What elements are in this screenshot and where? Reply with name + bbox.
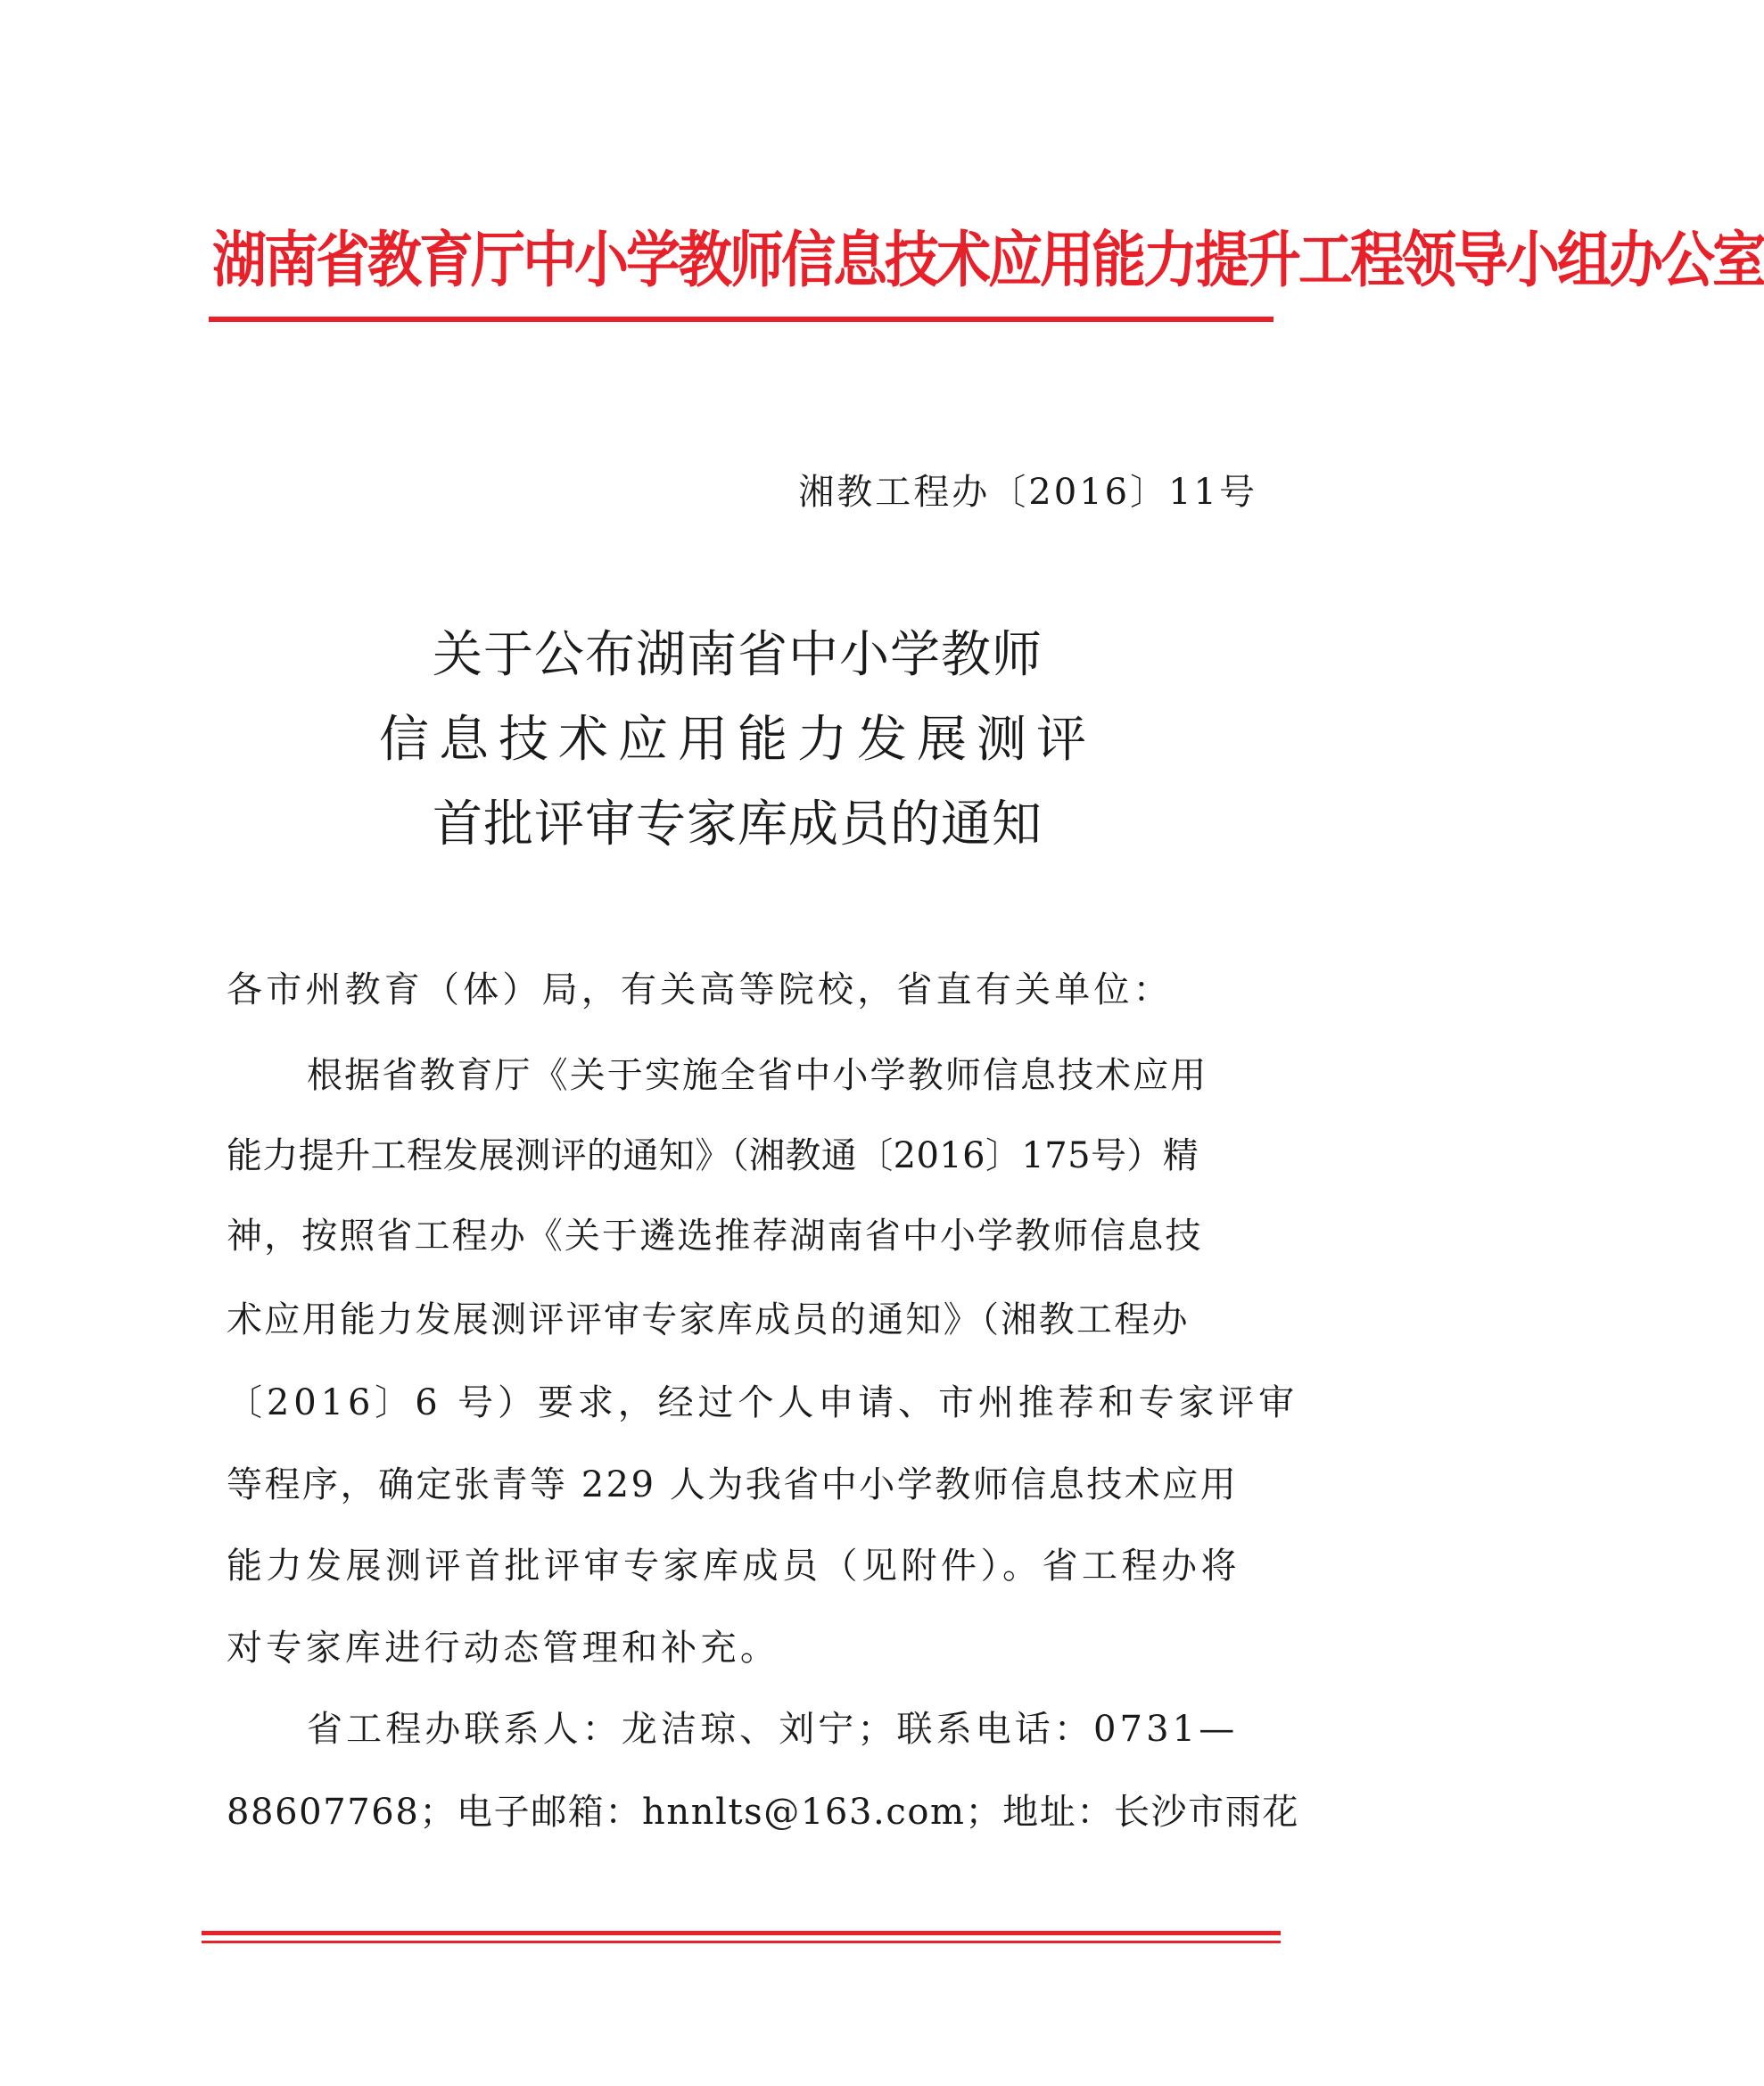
salutation: 各市州教育（体）局，有关高等院校，省直有关单位： (227, 969, 1173, 1010)
body-line: 能力发展测评首批评审专家库成员（见附件）。省工程办将 (227, 1546, 1241, 1587)
contact-line: 省工程办联系人：龙洁琼、刘宁；联系电话：0731— (307, 1709, 1239, 1750)
contact-line: 88607768；电子邮箱：hnnlts@163.com；地址：长沙市雨花 (227, 1792, 1299, 1833)
body-line: 〔2016〕6 号）要求，经过个人申请、市州推荐和专家评审 (227, 1382, 1299, 1423)
title-line-3: 首批评审专家库成员的通知 (433, 796, 1043, 853)
letterhead-red-rule (209, 317, 1274, 322)
title-line-2: 信息技术应用能力发展测评 (379, 711, 1096, 769)
title-line-1: 关于公布湖南省中小学教师 (433, 626, 1043, 684)
letterhead-title: 湖南省教育厅中小学教师信息技术应用能力提升工程领导小组办公室 (212, 225, 1764, 296)
body-line: 等程序，确定张青等 229 人为我省中小学教师信息技术应用 (227, 1464, 1239, 1505)
body-line: 能力提升工程发展测评的通知》（湘教通〔2016〕175号）精 (227, 1135, 1199, 1176)
body-line: 术应用能力发展测评评审专家库成员的通知》（湘教工程办 (227, 1299, 1190, 1340)
footer-red-rule-thin (202, 1941, 1281, 1943)
body-line: 根据省教育厅《关于实施全省中小学教师信息技术应用 (307, 1055, 1208, 1096)
body-line: 神，按照省工程办《关于遴选推荐湖南省中小学教师信息技 (227, 1216, 1203, 1257)
document-number: 湘教工程办〔2016〕11号 (798, 472, 1257, 513)
body-line: 对专家库进行动态管理和补充。 (227, 1628, 780, 1669)
footer-red-rule-thick (202, 1931, 1281, 1935)
